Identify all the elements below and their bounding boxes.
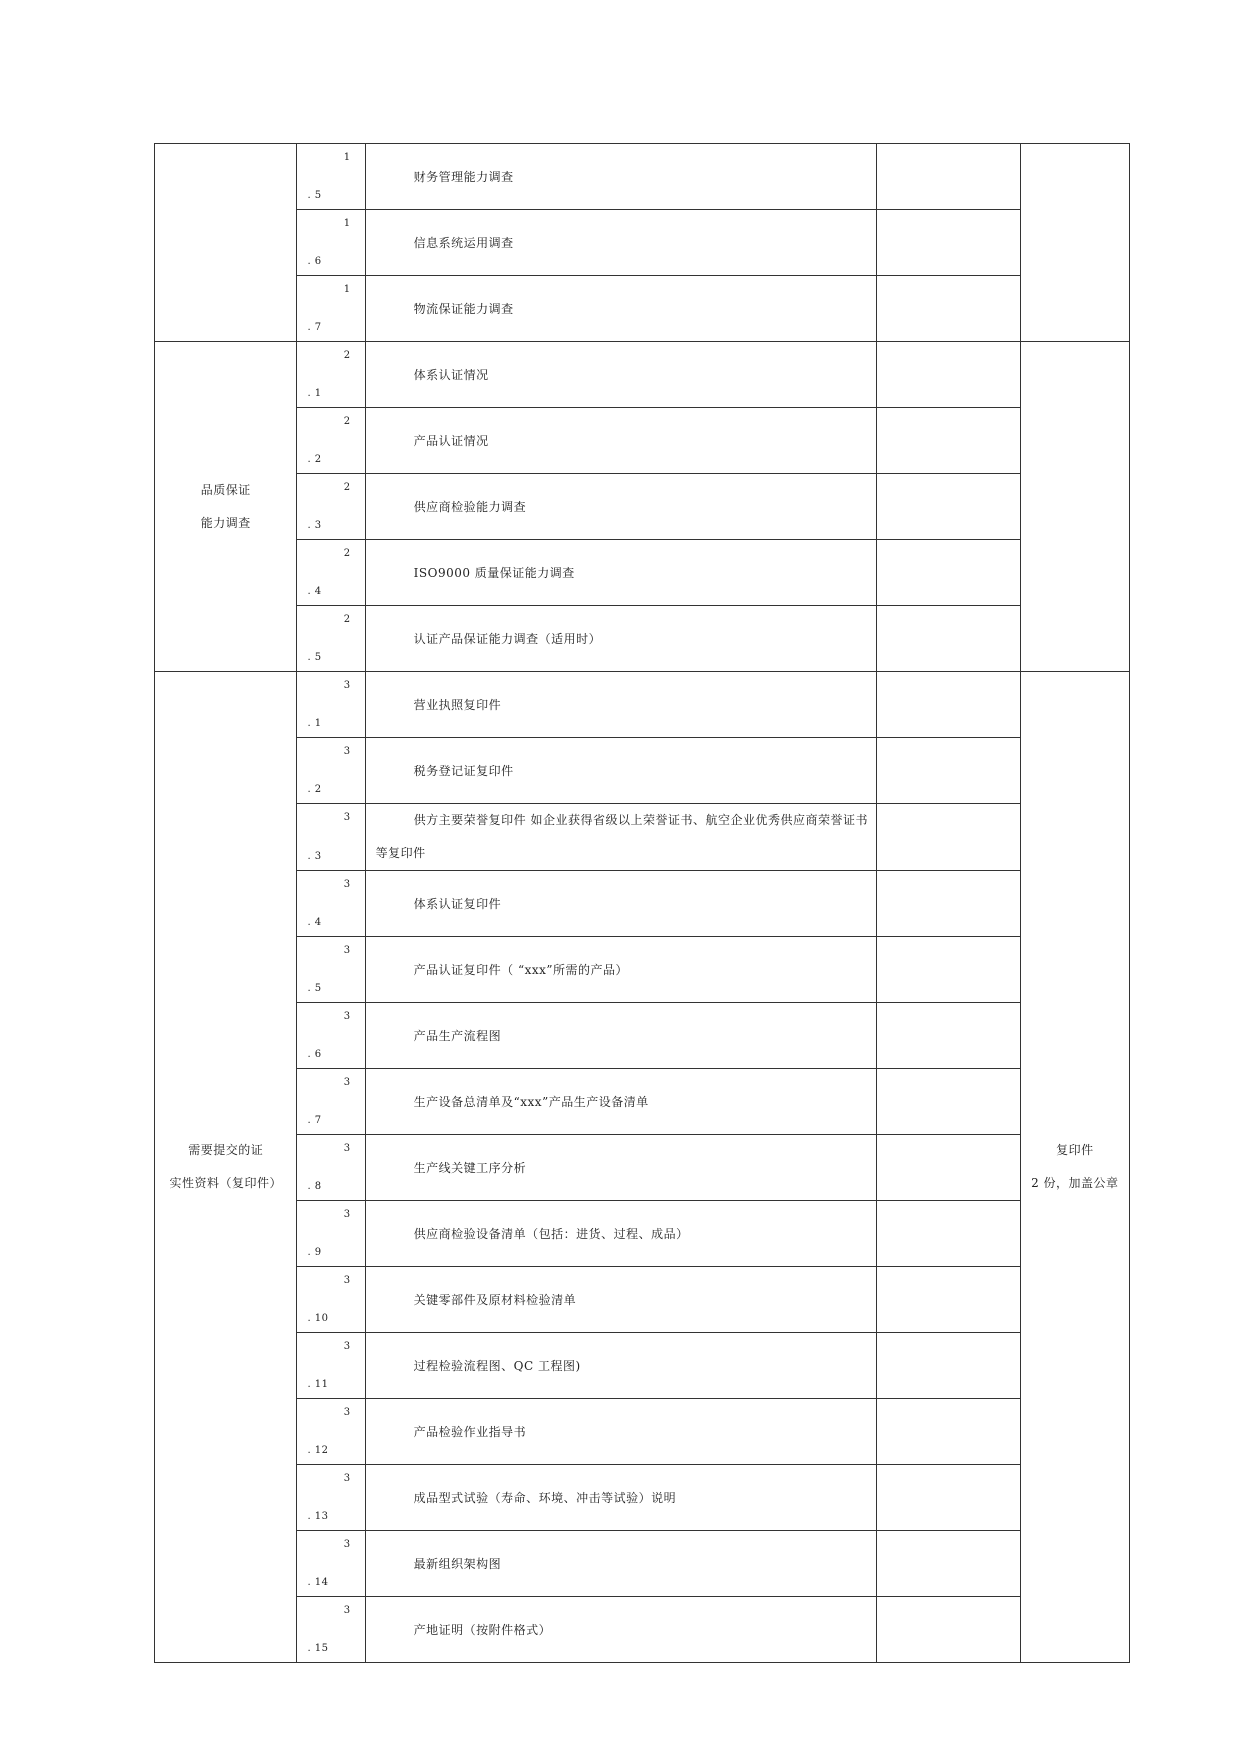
- result-cell: [877, 738, 1020, 804]
- table-row: [155, 1201, 1130, 1267]
- item-description: 产品生产流程图: [413, 1029, 502, 1043]
- result-cell: [877, 474, 1020, 540]
- item-number-minor: . 3: [307, 851, 322, 862]
- result-cell: [877, 1465, 1020, 1531]
- item-description: ISO9000 质量保证能力调查: [413, 566, 575, 580]
- table-row: [155, 871, 1130, 937]
- item-number-cell: [297, 804, 365, 871]
- table-row: [155, 1135, 1130, 1201]
- item-description-cell: [365, 1135, 877, 1201]
- item-number-cell: [297, 1531, 365, 1597]
- item-description: 供方主要荣誉复印件 如企业获得省级以上荣誉证书、航空企业优秀供应商荣誉证书: [413, 813, 868, 827]
- item-description-cell: [365, 1465, 877, 1531]
- result-cell: [877, 276, 1020, 342]
- result-cell: [877, 937, 1020, 1003]
- item-description: 生产设备总清单及“xxx”产品生产设备清单: [413, 1095, 649, 1109]
- table-row: [155, 342, 1130, 408]
- item-description-cell: [365, 1597, 877, 1663]
- item-number-major: 3: [343, 1011, 351, 1022]
- item-description: 体系认证复印件: [413, 897, 502, 911]
- remark-text: 复印件: [1056, 1143, 1094, 1157]
- result-cell: [877, 342, 1020, 408]
- table-row: [155, 1267, 1130, 1333]
- item-description-cell: [365, 1267, 877, 1333]
- item-number-minor: . 5: [307, 983, 322, 994]
- item-description: 过程检验流程图、QC 工程图): [413, 1359, 581, 1373]
- item-number-minor: . 10: [307, 1313, 329, 1324]
- item-number-cell: [297, 342, 365, 408]
- item-description-cell: [365, 871, 877, 937]
- table-row: [155, 606, 1130, 672]
- table-row: [155, 276, 1130, 342]
- item-description-cell: [365, 144, 877, 210]
- item-description-cell: [365, 1531, 877, 1597]
- item-number-minor: . 5: [307, 652, 322, 663]
- item-description-cell: [365, 540, 877, 606]
- item-description: 营业执照复印件: [413, 698, 502, 712]
- item-description: 产品检验作业指导书: [413, 1425, 527, 1439]
- category-cell: [155, 672, 297, 1663]
- item-description: 产品认证复印件（ “xxx”所需的产品）: [413, 963, 629, 977]
- item-number-major: 3: [343, 1407, 351, 1418]
- item-description-cell: [365, 1003, 877, 1069]
- table-row: [155, 1597, 1130, 1663]
- table-row: [155, 1333, 1130, 1399]
- item-number-minor: . 6: [307, 256, 322, 267]
- item-number-cell: [297, 1069, 365, 1135]
- item-number-cell: [297, 276, 365, 342]
- item-description: 供应商检验设备清单（包括：进货、过程、成品）: [413, 1227, 689, 1241]
- item-number-major: 3: [343, 1341, 351, 1352]
- result-cell: [877, 871, 1020, 937]
- item-number-cell: [297, 1267, 365, 1333]
- item-number-cell: [297, 1201, 365, 1267]
- item-number-minor: . 7: [307, 322, 322, 333]
- result-cell: [877, 210, 1020, 276]
- item-number-cell: [297, 540, 365, 606]
- result-cell: [877, 1399, 1020, 1465]
- item-number-major: 3: [343, 1275, 351, 1286]
- item-description: 体系认证情况: [413, 368, 489, 382]
- item-number-major: 3: [343, 1143, 351, 1154]
- category-label: 能力调查: [200, 515, 251, 530]
- item-number-minor: . 14: [307, 1577, 329, 1588]
- item-description-cell: [365, 804, 877, 871]
- remark-cell: [1020, 342, 1129, 672]
- item-number-minor: . 13: [307, 1511, 329, 1522]
- table-row: [155, 1465, 1130, 1531]
- item-description: 认证产品保证能力调查（适用时）: [413, 632, 602, 646]
- item-number-cell: [297, 1597, 365, 1663]
- item-number-cell: [297, 871, 365, 937]
- item-number-major: 3: [343, 945, 351, 956]
- table-row: [155, 144, 1130, 210]
- item-number-cell: [297, 474, 365, 540]
- item-description-cell: [365, 276, 877, 342]
- result-cell: [877, 1069, 1020, 1135]
- item-number-major: 3: [343, 1539, 351, 1550]
- item-description: 供应商检验能力调查: [413, 500, 527, 514]
- result-cell: [877, 1003, 1020, 1069]
- item-description: 产品认证情况: [413, 434, 489, 448]
- item-description-cell: [365, 474, 877, 540]
- item-number-cell: [297, 1465, 365, 1531]
- item-description: 税务登记证复印件: [413, 764, 514, 778]
- item-number-minor: . 4: [307, 586, 322, 597]
- item-description: 产地证明（按附件格式）: [413, 1623, 552, 1637]
- item-description-cell: [365, 738, 877, 804]
- table-body: [155, 144, 1130, 1663]
- supplier-survey-table: [154, 143, 1130, 1663]
- item-description-continued: 等复印件: [375, 846, 426, 860]
- table-row: [155, 804, 1130, 871]
- item-number-major: 3: [343, 1605, 351, 1616]
- item-number-minor: . 3: [307, 520, 322, 531]
- item-number-minor: . 8: [307, 1181, 322, 1192]
- remark-cell: [1020, 672, 1129, 1663]
- result-cell: [877, 1333, 1020, 1399]
- result-cell: [877, 606, 1020, 672]
- item-number-cell: [297, 1135, 365, 1201]
- item-number-major: 3: [343, 1209, 351, 1220]
- category-cell: [155, 342, 297, 672]
- item-number-cell: [297, 606, 365, 672]
- item-number-minor: . 9: [307, 1247, 322, 1258]
- item-number-major: 3: [343, 1473, 351, 1484]
- table-row: [155, 738, 1130, 804]
- item-number-major: 2: [343, 614, 351, 625]
- category-label: 实性资料（复印件）: [169, 1176, 282, 1190]
- item-number-major: 1: [343, 152, 351, 163]
- remark-text: 2 份，加盖公章: [1031, 1176, 1119, 1190]
- category-label: 需要提交的证: [188, 1143, 264, 1157]
- item-description: 财务管理能力调查: [413, 170, 514, 184]
- item-number-minor: . 11: [307, 1379, 329, 1390]
- item-number-cell: [297, 672, 365, 738]
- item-number-major: 2: [343, 350, 351, 361]
- item-description: 关键零部件及原材料检验清单: [413, 1293, 577, 1307]
- result-cell: [877, 144, 1020, 210]
- item-number-minor: . 1: [307, 718, 322, 729]
- item-number-cell: [297, 1399, 365, 1465]
- item-number-major: 2: [343, 482, 351, 493]
- item-number-major: 3: [343, 680, 351, 691]
- result-cell: [877, 1597, 1020, 1663]
- result-cell: [877, 540, 1020, 606]
- result-cell: [877, 1135, 1020, 1201]
- item-number-cell: [297, 1333, 365, 1399]
- item-number-minor: . 6: [307, 1049, 322, 1060]
- item-number-major: 3: [343, 746, 351, 757]
- item-number-cell: [297, 144, 365, 210]
- item-number-cell: [297, 408, 365, 474]
- item-number-cell: [297, 937, 365, 1003]
- table-row: [155, 1003, 1130, 1069]
- item-description-cell: [365, 1399, 877, 1465]
- item-number-major: 2: [343, 416, 351, 427]
- item-description-cell: [365, 1201, 877, 1267]
- item-number-minor: . 5: [307, 190, 322, 201]
- table-row: [155, 1399, 1130, 1465]
- item-description-cell: [365, 210, 877, 276]
- item-description-cell: [365, 937, 877, 1003]
- result-cell: [877, 1201, 1020, 1267]
- table-row: [155, 210, 1130, 276]
- result-cell: [877, 1267, 1020, 1333]
- table-row: [155, 937, 1130, 1003]
- item-description-cell: [365, 1069, 877, 1135]
- item-number-major: 3: [343, 1077, 351, 1088]
- table-row: [155, 1531, 1130, 1597]
- remark-cell: [1020, 144, 1129, 342]
- item-description-cell: [365, 672, 877, 738]
- category-cell: [155, 144, 297, 342]
- item-number-minor: . 2: [307, 784, 322, 795]
- item-description-cell: [365, 342, 877, 408]
- item-description-cell: [365, 1333, 877, 1399]
- item-number-minor: . 1: [307, 388, 322, 399]
- item-number-cell: [297, 738, 365, 804]
- item-description: 生产线关键工序分析: [413, 1161, 527, 1175]
- item-number-cell: [297, 1003, 365, 1069]
- result-cell: [877, 408, 1020, 474]
- table-row: [155, 474, 1130, 540]
- result-cell: [877, 804, 1020, 871]
- item-number-minor: . 2: [307, 454, 322, 465]
- item-number-minor: . 15: [307, 1643, 329, 1654]
- item-number-minor: . 12: [307, 1445, 329, 1456]
- item-number-major: 3: [343, 879, 351, 890]
- category-label: 品质保证: [200, 482, 251, 497]
- item-number-minor: . 4: [307, 917, 322, 928]
- item-number-major: 2: [343, 548, 351, 559]
- item-description-cell: [365, 606, 877, 672]
- item-description-cell: [365, 408, 877, 474]
- item-number-minor: . 7: [307, 1115, 322, 1126]
- item-description: 成品型式试验（寿命、环境、冲击等试验）说明: [413, 1491, 677, 1505]
- item-number-major: 1: [343, 284, 351, 295]
- item-number-major: 3: [343, 812, 351, 823]
- table-row: [155, 1069, 1130, 1135]
- result-cell: [877, 1531, 1020, 1597]
- item-description: 信息系统运用调查: [413, 236, 514, 250]
- item-description: 物流保证能力调查: [413, 302, 514, 316]
- result-cell: [877, 672, 1020, 738]
- item-number-cell: [297, 210, 365, 276]
- table-row: [155, 408, 1130, 474]
- table-row: [155, 672, 1130, 738]
- table-row: [155, 540, 1130, 606]
- item-description: 最新组织架构图: [413, 1557, 502, 1571]
- item-number-major: 1: [343, 218, 351, 229]
